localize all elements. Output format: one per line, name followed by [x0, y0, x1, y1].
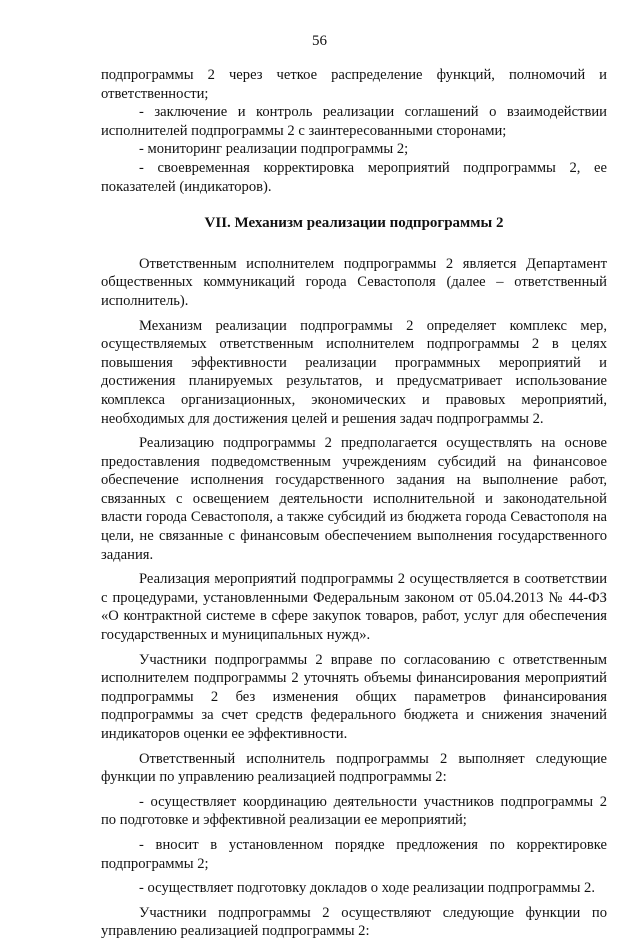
- page-number: 56: [312, 33, 327, 49]
- list-item: - своевременная корректировка мероприятий подпрограммы 2, ее показателей (индикаторов).: [101, 159, 607, 195]
- paragraph: Ответственным исполнителем подпрограммы 2 является Департамент общественных коммуникаций города Севастополя (далее – ответственный исполнитель).: [101, 255, 607, 309]
- paragraph: Реализация мероприятий подпрограммы 2 осуществляется в соответствии с процедурами, установленными Федеральным законом от 05.04.2013 № 44-ФЗ «О контрактной системе в сфере закупок товаров, работ, услуг для обеспечения государственных и муниципальных нужд».: [101, 571, 607, 644]
- paragraph: Ответственный исполнитель подпрограммы 2 выполняет следующие функции по управлению реализацией подпрограммы 2:: [101, 750, 607, 786]
- paragraph: подпрограммы 2 через четкое распределение функций, полномочий и ответственности;: [101, 67, 607, 102]
- paragraph: Участники подпрограммы 2 осуществляют следующие функции по управлению реализацией подпрограммы 2:: [101, 904, 607, 940]
- paragraph: Механизм реализации подпрограммы 2 определяет комплекс мер, осуществляемых ответственным исполнителем подпрограммы 2 в целях повышения эффективности реализации программных мероприятий и достижения планируемых результатов, и предусматривает использование комплекса организационных, экономических и правовых мероприятий, необходимых для достижения целей и решения задач подпрограммы 2.: [101, 317, 607, 427]
- list-item: - осуществляет подготовку докладов о ходе реализации подпрограммы 2.: [139, 880, 595, 897]
- list-item: - осуществляет координацию деятельности участников подпрограммы 2 по подготовке и эффективной реализации ее мероприятий;: [101, 793, 607, 829]
- section-heading: VII. Механизм реализации подпрограммы 2: [204, 215, 504, 232]
- document-body: [101, 66, 607, 941]
- list-item: - мониторинг реализации подпрограммы 2;: [139, 141, 409, 158]
- paragraph: Участники подпрограммы 2 вправе по согласованию с ответственным исполнителем подпрограммы 2 уточнять объемы финансирования мероприятий подпрограммы 2 без изменения общих параметров финансирования подпрограммы за счет средств федерального бюджета и снижения значений индикаторов оценки ее эффективности.: [101, 651, 607, 742]
- list-item: - вносит в установленном порядке предложения по корректировке подпрограммы 2;: [101, 836, 607, 872]
- paragraph: Реализацию подпрограммы 2 предполагается осуществлять на основе предоставления подведомственным учреждениям субсидий на финансовое обеспечение исполнения государственного задания на выполнение работ, связанных с освещением деятельности исполнительной и законодательной власти города Севастополя, а также субсидий из бюджета города Севастополя на цели, не связанные с финансовым обеспечением выполнения государственного задания.: [101, 435, 607, 563]
- list-item: - заключение и контроль реализации соглашений о взаимодействии исполнителей подпрограммы 2 с заинтересованными сторонами;: [101, 104, 607, 139]
